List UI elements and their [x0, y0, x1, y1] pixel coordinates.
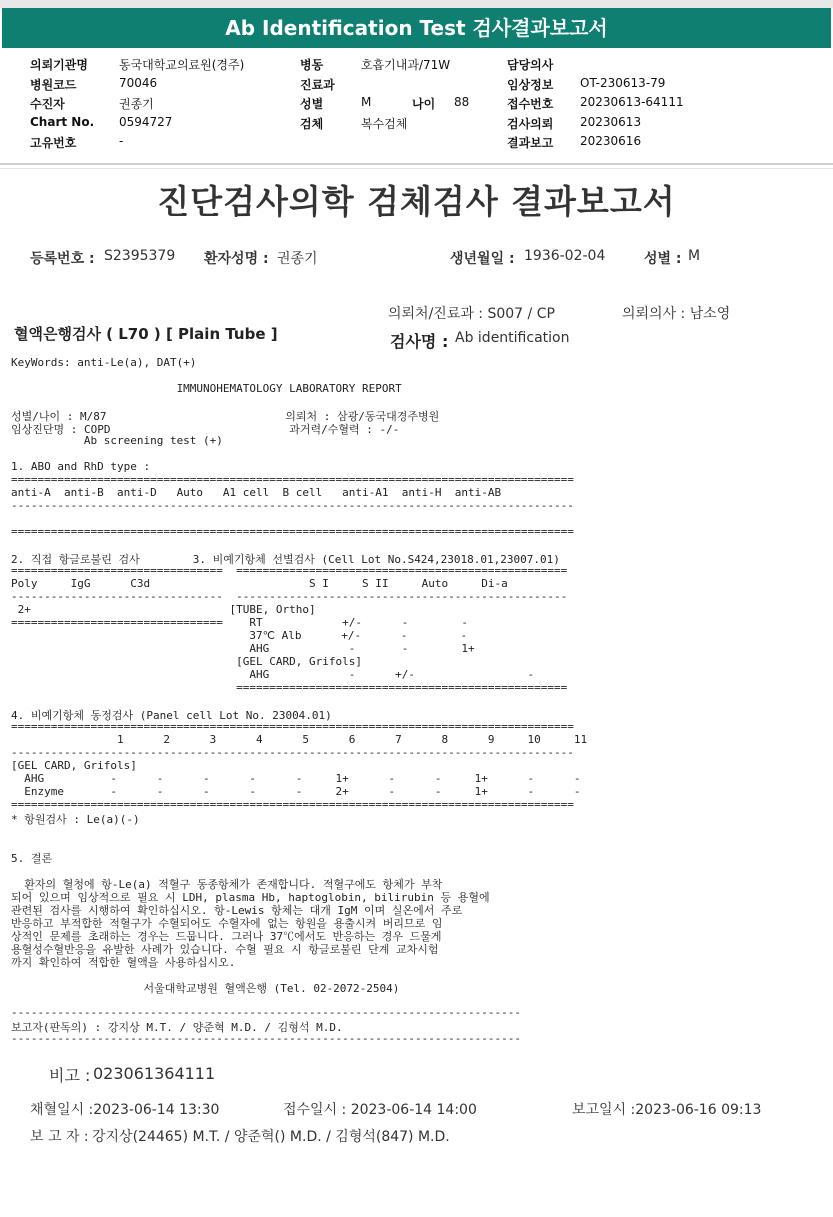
report-line: ================================ ==================================================: [11, 564, 568, 577]
report-line: 임상진단명 : COPD 과거력/수혈력 : -/-: [11, 423, 400, 436]
report-line: -------------------------------------------------------------------------------------: [11, 746, 574, 759]
header-label: 성별: [300, 97, 324, 111]
report-line: ================================ RT +/- - -: [11, 616, 468, 629]
report-line: IMMUNOHEMATOLOGY LABORATORY REPORT: [11, 382, 402, 395]
report-line: 4. 비예기항체 동정검사 (Panel cell Lot No. 23004.01): [11, 709, 332, 722]
header-label: 고유번호: [30, 136, 77, 150]
header-label: Chart No.: [30, 115, 95, 129]
header-label: 임상정보: [507, 78, 554, 92]
header-value: 20230613-64111: [580, 95, 684, 109]
header-value: M: [361, 95, 372, 109]
report-line: -----------------------------------------------------------------------------: [11, 1006, 521, 1019]
header-value: 권종기: [119, 97, 154, 111]
report-line: 용혈성수혈반응을 유발한 사례가 있습니다. 수혈 필요 시 항글로불린 단계 교차시험: [11, 943, 439, 956]
test-value: Ab identification: [455, 330, 570, 346]
report-line: [GEL CARD, Grifols]: [11, 759, 137, 772]
report-line: anti-A anti-B anti-D Auto A1 cell B cell anti-A1 anti-H anti-AB: [11, 486, 502, 499]
report-line: 2+ [TUBE, Ortho]: [11, 603, 316, 616]
report-title: 진단검사의학 검체검사 결과보고서: [157, 182, 676, 221]
report-line: Ab screening test (+): [11, 434, 223, 447]
report-line: =====================================================================================: [11, 473, 574, 486]
report-line: AHG - - - - - 1+ - - 1+ - -: [11, 772, 581, 785]
report-line: -------------------------------- --------------------------------------------------: [11, 590, 568, 603]
report-line: =====================================================================================: [11, 720, 574, 733]
report-line: * 항원검사 : Le(a)(-): [11, 813, 140, 826]
collect-time: 채혈일시 :2023-06-14 13:30: [30, 1102, 220, 1118]
header-label: 병원코드: [30, 78, 77, 92]
report-time: 보고일시 :2023-06-16 09:13: [572, 1102, 762, 1118]
report-line: 성별/나이 : M/87 의뢰처 : 삼광/동국대경주병원: [11, 410, 440, 423]
report-line: 상적인 문제를 초래하는 경우는 드뭅니다. 그러나 37℃에서도 반응하는 경우 드물게: [11, 930, 442, 943]
reg-label: 등록번호 :: [30, 251, 95, 267]
report-line: 서울대학교병원 혈액은행 (Tel. 02-2072-2504): [11, 982, 400, 995]
report-line: Poly IgG C3d S I S II Auto Di-a: [11, 577, 508, 590]
report-line: 반응하고 부적합한 적혈구가 수혈되어도 수혈자에 없는 항원을 용출시켜 버리므로 임: [11, 917, 443, 930]
header-value: 0594727: [119, 115, 173, 129]
reporter-value: 강지상(24465) M.T. / 양준혁() M.D. / 김형석(847) M.D.: [92, 1129, 450, 1145]
header-label: 병동: [300, 58, 324, 72]
report-line: 까지 확인하여 적합한 혈액을 사용하십시오.: [11, 956, 236, 969]
header-label: 수진자: [30, 97, 65, 111]
report-line: AHG - - 1+: [11, 642, 475, 655]
header-value: 복수검체: [361, 117, 408, 131]
header-label: 의뢰기관명: [30, 58, 88, 72]
receive-time: 접수일시 : 2023-06-14 14:00: [283, 1102, 477, 1118]
age-value: 88: [454, 95, 470, 109]
header-label: 진료과: [300, 78, 335, 92]
header-value: 20230613: [580, 115, 642, 129]
report-line: 2. 직접 항글로불린 검사 3. 비예기항체 선별검사 (Cell Lot No.S424,23018.01,23007.01): [11, 553, 560, 566]
report-line: -------------------------------------------------------------------------------------: [11, 499, 574, 512]
header-label: 담당의사: [507, 58, 554, 72]
doctor-text: 의뢰의사 : 남소영: [622, 306, 731, 322]
header-label: 결과보고: [507, 136, 554, 150]
header-label: 검사의뢰: [507, 117, 554, 131]
report-line: KeyWords: anti-Le(a), DAT(+): [11, 356, 197, 369]
header-value: 동국대학교의료원(경주): [119, 58, 245, 72]
sex-value: M: [688, 248, 701, 264]
report-line: Enzyme - - - - - 2+ - - 1+ - -: [11, 785, 581, 798]
report-line: 관련된 검사를 시행하여 확인하십시오. 항-Lewis 항체는 대개 IgM 이며 실온에서 주로: [11, 904, 463, 917]
report-line: =====================================================================================: [11, 798, 574, 811]
header-label: 검체: [300, 117, 324, 131]
header-value: 호흡기내과/71W: [361, 58, 451, 72]
report-line: 5. 결론: [11, 852, 53, 865]
header-title: Ab Identification Test 검사결과보고서: [2, 8, 831, 48]
name-value: 권종기: [277, 251, 318, 267]
report-line: ==================================================: [11, 681, 568, 694]
header-divider: [0, 163, 833, 165]
section-title: 혈액은행검사 ( L70 ) [ Plain Tube ]: [14, 325, 278, 343]
reporter-label: 보 고 자 :: [30, 1129, 89, 1145]
report-line: 1. ABO and RhD type :: [11, 460, 151, 473]
report-line: [GEL CARD, Grifols]: [11, 655, 362, 668]
header-value: 70046: [119, 76, 158, 90]
sex-label: 성별 :: [644, 251, 682, 267]
age-label: 나이: [412, 97, 436, 111]
header-value: 20230616: [580, 134, 642, 148]
report-line: -----------------------------------------------------------------------------: [11, 1032, 521, 1045]
birth-value: 1936-02-04: [524, 248, 606, 264]
header-value: -: [119, 134, 124, 148]
note-label: 비고 :: [49, 1066, 91, 1085]
dept-text: 의뢰처/진료과 : S007 / CP: [388, 306, 555, 322]
report-line: 37℃ Alb +/- - -: [11, 629, 468, 642]
note-value: 023061364111: [93, 1064, 216, 1083]
report-line: 1 2 3 4 5 6 7 8 9 10 11: [11, 733, 588, 746]
report-line: 환자의 혈청에 항-Le(a) 적혈구 동종항체가 존재합니다. 적혈구에도 항체가 부착: [11, 878, 443, 891]
report-line: =====================================================================================: [11, 525, 574, 538]
header-divider-light: [0, 168, 833, 169]
reg-value: S2395379: [104, 248, 176, 264]
report-line: 보고자(판독의) : 강지상 M.T. / 양준혁 M.D. / 김형석 M.D.: [11, 1021, 343, 1034]
report-line: AHG - +/- -: [11, 668, 535, 681]
test-label: 검사명 :: [390, 332, 449, 351]
header-label: 접수번호: [507, 97, 554, 111]
report-line: 되어 있으며 임상적으로 필요 시 LDH, plasma Hb, haptoglobin, bilirubin 등 용혈에: [11, 891, 490, 904]
top-strip: [0, 0, 833, 8]
name-label: 환자성명 :: [204, 251, 269, 267]
birth-label: 생년월일 :: [450, 251, 515, 267]
header-value: OT-230613-79: [580, 76, 666, 90]
